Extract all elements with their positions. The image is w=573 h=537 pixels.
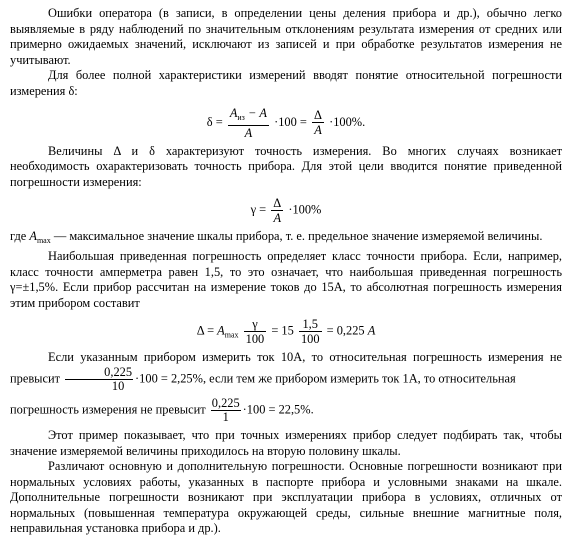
paragraph-example-1a: погрешность измерения не превысит $\frac{0,225}{1}$ ·100 = 22,5%.: [10, 395, 314, 424]
paragraph-example-10a: Если указанным прибором измерить ток 10А, то относительная погрешность измерения не превысит $\frac{0,225}{10}$ ·100 = 2,25%, если тем же прибором измерить ток 1А, то относительная: [10, 350, 562, 393]
paragraph-amax-definition: где $A_{max}$ — максимальное значение шкалы прибора, т. е. предельное значение измеряемой величины.: [10, 229, 543, 246]
fraction-gamma-100: $\frac{\gamma}{100}$: [245, 317, 265, 347]
paragraph-scale-selection: Этот пример показывает, что при точных измерениях прибор следует подбирать так, чтобы значение измеряемой величины приходилось на вторую половину шкалы.: [10, 427, 562, 458]
formula-tail: ·100%.: [329, 114, 366, 129]
formula-mid: ·100 =: [274, 114, 307, 129]
paragraph-relative-error-intro: Для более полной характеристики измерений вводят понятие относительной погрешности измерения δ:: [10, 68, 562, 98]
formula-reduced-error: γ = $\frac{\Delta}{A}$ ·100%: [250, 196, 322, 226]
paragraph-operator-errors: Ошибки оператора (в записи, в определении цены деления прибора и др.), обычно легко выявляемые в ряду наблюдений по значительным отклонениям результата измерения от средних или примерно ожидаемых значений, исключают из записей и при обработке результатов измерения не учитывают.: [10, 6, 562, 67]
fraction-delta-over-a: $\frac{\Delta}{A}$: [314, 108, 322, 138]
paragraph-accuracy: Величины Δ и δ характеризуют точность измерения. Во многих случаях возникает необходимость охарактеризовать точность прибора. Для этой цели вводится понятие приведенной погрешности измерения:: [10, 143, 562, 189]
formula-relative-error: [10, 106, 562, 140]
formula-lhs: δ =: [206, 114, 223, 129]
paragraph-accuracy-class: Наибольшая приведенная погрешность определяет класс точности прибора. Если, например, класс точности амперметра равен 1,5, то это означает, что наибольшая приведенная погрешность γ=±1,5%. Если прибор рассчитан на измерение токов до 15А, то абсолютная погрешность измерения этим прибором составит: [10, 248, 562, 310]
fraction-0225-over-1: $\frac{0,225}{1}$: [211, 395, 240, 424]
fraction-a-minus-a: $\frac{A_{из} - A}{A}$: [229, 105, 267, 140]
fraction-reduced: $\frac{\Delta}{A}$: [273, 196, 282, 226]
fraction-1-5-over-100: $\frac{1,5}{100}$: [300, 317, 320, 347]
formula-absolute-error: $\Delta = A_{max}$ $\frac{\gamma}{100}$ = 15 $\frac{1,5}{100}$ = 0,225 A: [196, 317, 376, 347]
paragraph-main-additional-errors: Различают основную и дополнительную погрешности. Основные погрешности возникают при нормальных условиях работы, указанных в паспорте прибора и условными знаками на шкале. Дополнительные погрешности возникают при эксплуатации прибора в условиях, отличных от нормальных (повышенная температура окружающей среды, сильные внешние магнитные поля, неправильная установка прибора и др.).: [10, 459, 562, 536]
document-page: [10, 6, 562, 537]
fraction-0225-over-10: $\frac{0,225}{10}$: [65, 366, 133, 393]
